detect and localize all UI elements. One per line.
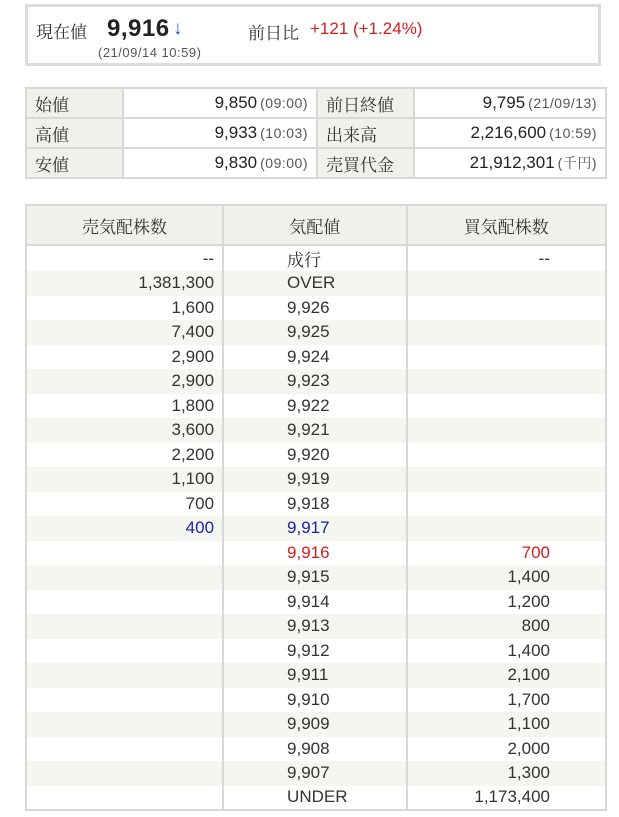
quote-price-header: 気配値 bbox=[223, 205, 407, 245]
order-book-row bbox=[26, 516, 606, 541]
buy-quantity: 1,200 bbox=[407, 590, 606, 615]
quote-price: OVER bbox=[223, 271, 407, 296]
current-price: 9,916 bbox=[107, 15, 170, 42]
order-book-row bbox=[26, 296, 606, 321]
order-book-row bbox=[26, 394, 606, 419]
order-book-row bbox=[26, 245, 606, 271]
change-label: 前日比 bbox=[248, 24, 299, 43]
current-price-label: 現在値 bbox=[36, 23, 87, 42]
buy-quantity: 1,173,400 bbox=[407, 786, 606, 811]
stat-number: 9,850 bbox=[214, 93, 258, 112]
quote-price: 9,924 bbox=[223, 345, 407, 370]
order-book-row bbox=[26, 639, 606, 664]
sell-quantity bbox=[26, 590, 223, 615]
stat-time: (21/09/13) bbox=[528, 95, 597, 111]
stat-label: 前日終値 bbox=[317, 88, 414, 118]
stat-time: (10:03) bbox=[260, 125, 308, 141]
quote-price: 9,914 bbox=[223, 590, 407, 615]
quote-price: 9,926 bbox=[223, 296, 407, 321]
quote-price: 9,910 bbox=[223, 688, 407, 713]
stat-label: 高値 bbox=[26, 118, 123, 148]
buy-quantity: 2,100 bbox=[407, 663, 606, 688]
sell-quantity: 1,600 bbox=[26, 296, 223, 321]
quote-price: 9,918 bbox=[223, 492, 407, 517]
sell-quantity bbox=[26, 737, 223, 762]
stat-time: (10:59) bbox=[549, 125, 597, 141]
order-book-header-row bbox=[26, 205, 606, 245]
buy-quantity bbox=[407, 443, 606, 468]
buy-quantity: 1,100 bbox=[407, 712, 606, 737]
stat-value bbox=[414, 118, 606, 148]
order-book-row bbox=[26, 663, 606, 688]
order-book-row bbox=[26, 320, 606, 345]
order-book-row bbox=[26, 614, 606, 639]
quote-price: 9,920 bbox=[223, 443, 407, 468]
stat-value bbox=[414, 148, 606, 178]
order-book-row bbox=[26, 541, 606, 566]
buy-quantity bbox=[407, 369, 606, 394]
sell-quantity bbox=[26, 786, 223, 811]
quote-price: 9,925 bbox=[223, 320, 407, 345]
quote-price: 9,908 bbox=[223, 737, 407, 762]
stat-number: 2,216,600 bbox=[470, 123, 547, 142]
sell-quantity: 3,600 bbox=[26, 418, 223, 443]
sell-quantity: -- bbox=[26, 245, 223, 271]
stat-label: 売買代金 bbox=[317, 148, 414, 178]
order-book-row bbox=[26, 369, 606, 394]
order-book-row bbox=[26, 761, 606, 786]
quote-price: 9,919 bbox=[223, 467, 407, 492]
buy-quantity bbox=[407, 492, 606, 517]
sell-quantity bbox=[26, 639, 223, 664]
stat-value bbox=[123, 88, 317, 118]
stat-value bbox=[123, 148, 317, 178]
sell-quantity: 1,800 bbox=[26, 394, 223, 419]
sell-quantity bbox=[26, 565, 223, 590]
buy-quantity bbox=[407, 345, 606, 370]
quote-price: 9,921 bbox=[223, 418, 407, 443]
sell-quantity bbox=[26, 761, 223, 786]
quote-price: 9,907 bbox=[223, 761, 407, 786]
sell-quantity: 7,400 bbox=[26, 320, 223, 345]
stats-row bbox=[26, 118, 606, 148]
stat-value bbox=[414, 88, 606, 118]
stat-number: 9,830 bbox=[214, 153, 258, 172]
quote-price: 9,923 bbox=[223, 369, 407, 394]
stat-label: 出来高 bbox=[317, 118, 414, 148]
buy-quantity bbox=[407, 271, 606, 296]
sell-quantity: 1,100 bbox=[26, 467, 223, 492]
order-book-row bbox=[26, 590, 606, 615]
buy-quantity: 1,400 bbox=[407, 565, 606, 590]
buy-quantity bbox=[407, 320, 606, 345]
quote-price: 9,915 bbox=[223, 565, 407, 590]
buy-quantity: 1,400 bbox=[407, 639, 606, 664]
buy-quantity bbox=[407, 296, 606, 321]
stats-row bbox=[26, 148, 606, 178]
daily-stats-table bbox=[25, 87, 607, 179]
order-book-row bbox=[26, 467, 606, 492]
stat-number: 21,912,301 bbox=[469, 153, 555, 172]
sell-quantity: 1,381,300 bbox=[26, 271, 223, 296]
buy-quantity bbox=[407, 394, 606, 419]
buy-quantity: 800 bbox=[407, 614, 606, 639]
quote-price: 9,911 bbox=[223, 663, 407, 688]
quote-price: 9,909 bbox=[223, 712, 407, 737]
stat-label: 始値 bbox=[26, 88, 123, 118]
order-book-row bbox=[26, 345, 606, 370]
quote-price: 9,916 bbox=[223, 541, 407, 566]
quote-price: 9,917 bbox=[223, 516, 407, 541]
order-book-table bbox=[25, 204, 607, 811]
buy-quantity bbox=[407, 516, 606, 541]
order-book-row bbox=[26, 443, 606, 468]
sell-quantity bbox=[26, 614, 223, 639]
sell-quantity bbox=[26, 541, 223, 566]
stat-time: (09:00) bbox=[260, 155, 308, 171]
quote-price: 9,913 bbox=[223, 614, 407, 639]
order-book-row bbox=[26, 418, 606, 443]
sell-quantity: 2,200 bbox=[26, 443, 223, 468]
order-book-row bbox=[26, 492, 606, 517]
quote-price: 9,922 bbox=[223, 394, 407, 419]
order-book-row bbox=[26, 688, 606, 713]
order-book-row bbox=[26, 271, 606, 296]
buy-quantity: 1,300 bbox=[407, 761, 606, 786]
sell-quantity: 2,900 bbox=[26, 369, 223, 394]
stat-label: 安値 bbox=[26, 148, 123, 178]
sell-quantity: 2,900 bbox=[26, 345, 223, 370]
buy-quantity bbox=[407, 467, 606, 492]
quote-price: 成行 bbox=[223, 245, 407, 271]
buy-quantity: 2,000 bbox=[407, 737, 606, 762]
down-arrow-icon: ↓ bbox=[173, 18, 183, 39]
buy-quantity: 700 bbox=[407, 541, 606, 566]
stat-value bbox=[123, 118, 317, 148]
price-change: +121 (+1.24%) bbox=[310, 19, 423, 38]
sell-quantity: 700 bbox=[26, 492, 223, 517]
buy-quantity: 1,700 bbox=[407, 688, 606, 713]
order-book-row bbox=[26, 712, 606, 737]
quote-price: 9,912 bbox=[223, 639, 407, 664]
order-book-row bbox=[26, 565, 606, 590]
quote-price: UNDER bbox=[223, 786, 407, 811]
buy-quantity bbox=[407, 418, 606, 443]
stat-time: (千円) bbox=[557, 155, 597, 171]
sell-quantity bbox=[26, 688, 223, 713]
buy-quantity-header: 買気配株数 bbox=[407, 205, 606, 245]
stats-row bbox=[26, 88, 606, 118]
sell-quantity bbox=[26, 663, 223, 688]
stat-number: 9,795 bbox=[482, 93, 526, 112]
stat-time: (09:00) bbox=[260, 95, 308, 111]
buy-quantity: -- bbox=[407, 245, 606, 271]
sell-quantity: 400 bbox=[26, 516, 223, 541]
stat-number: 9,933 bbox=[214, 123, 258, 142]
sell-quantity-header: 売気配株数 bbox=[26, 205, 223, 245]
sell-quantity bbox=[26, 712, 223, 737]
current-price-panel bbox=[25, 4, 601, 66]
order-book-row bbox=[26, 737, 606, 762]
order-book-row bbox=[26, 786, 606, 811]
price-timestamp: (21/09/14 10:59) bbox=[98, 45, 202, 60]
